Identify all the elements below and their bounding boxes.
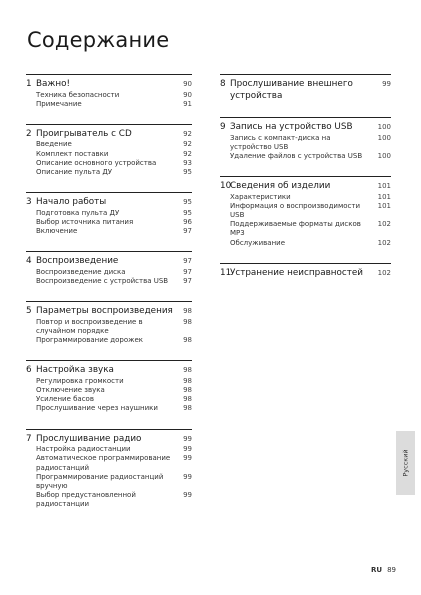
toc-section bbox=[26, 429, 192, 510]
entry-page-number: 95 bbox=[183, 168, 192, 177]
toc-section bbox=[26, 74, 192, 109]
toc-section bbox=[26, 124, 192, 177]
entry-page-number: 98 bbox=[183, 317, 192, 326]
entry-page-number: 96 bbox=[183, 217, 192, 226]
entry-title: Выбор предустановленной радиостанции bbox=[36, 491, 136, 509]
section-number: 10 bbox=[220, 181, 232, 192]
entry-page-number: 97 bbox=[183, 227, 192, 236]
entry-page-number: 98 bbox=[183, 376, 192, 385]
section-page-number: 98 bbox=[183, 366, 192, 375]
toc-section bbox=[220, 176, 391, 248]
section-number: 7 bbox=[26, 433, 32, 444]
page-footer bbox=[371, 566, 396, 574]
toc-entry[interactable] bbox=[26, 218, 192, 227]
section-heading[interactable] bbox=[26, 434, 192, 446]
toc-entry[interactable] bbox=[26, 445, 192, 454]
toc-entry[interactable] bbox=[26, 318, 192, 336]
toc-entry[interactable] bbox=[26, 454, 192, 472]
entry-page-number: 101 bbox=[377, 192, 391, 201]
entry-page-number: 102 bbox=[377, 220, 391, 229]
section-title: Важно! bbox=[36, 79, 71, 89]
entry-page-number: 98 bbox=[183, 336, 192, 345]
section-heading[interactable] bbox=[26, 79, 192, 91]
toc-entry[interactable] bbox=[26, 159, 192, 168]
entry-title: Воспроизведение с устройства USB bbox=[36, 277, 169, 286]
section-heading[interactable] bbox=[26, 256, 192, 268]
entry-title: Включение bbox=[36, 227, 78, 236]
page-title: Содержание bbox=[27, 28, 170, 52]
entry-title: Отключение звука bbox=[36, 386, 105, 395]
entry-title: Информация о воспроизводимости USB bbox=[230, 201, 361, 220]
section-number: 11 bbox=[220, 267, 232, 278]
section-number: 5 bbox=[26, 306, 32, 317]
section-title: Устранение неисправностей bbox=[230, 267, 363, 278]
toc-entry[interactable] bbox=[26, 168, 192, 177]
section-page-number: 98 bbox=[183, 307, 192, 316]
entry-title: Характеристики bbox=[230, 192, 291, 201]
entry-title: Описание пульта ДУ bbox=[36, 168, 113, 177]
entry-title: Настройка радиостанции bbox=[36, 445, 131, 454]
entry-title: Воспроизведение диска bbox=[36, 267, 126, 276]
section-heading[interactable] bbox=[26, 306, 192, 318]
toc-entry[interactable] bbox=[26, 277, 192, 286]
entry-page-number: 98 bbox=[183, 386, 192, 395]
section-number: 9 bbox=[220, 122, 226, 132]
toc-entry[interactable] bbox=[26, 473, 192, 491]
section-page-number: 90 bbox=[183, 80, 192, 88]
toc-entry[interactable] bbox=[26, 386, 192, 395]
section-page-number: 99 bbox=[382, 80, 391, 88]
toc-entry[interactable] bbox=[26, 150, 192, 159]
section-heading[interactable] bbox=[220, 122, 391, 134]
toc-entry[interactable] bbox=[26, 491, 192, 509]
entry-page-number: 92 bbox=[183, 149, 192, 158]
entry-page-number: 95 bbox=[183, 208, 192, 217]
section-title: Параметры воспроизведения bbox=[36, 306, 173, 317]
section-title: Сведения об изделии bbox=[230, 181, 331, 192]
toc-entry[interactable] bbox=[26, 377, 192, 386]
toc-section bbox=[220, 263, 391, 280]
toc-entry[interactable] bbox=[220, 202, 391, 220]
entry-page-number: 99 bbox=[183, 454, 192, 463]
entry-title: Повтор и воспроизведение в случайном порядке bbox=[36, 317, 143, 335]
entry-title: Обслуживание bbox=[230, 238, 285, 247]
entry-page-number: 100 bbox=[377, 133, 391, 142]
toc-entry[interactable] bbox=[26, 140, 192, 149]
entry-title: Введение bbox=[36, 140, 72, 149]
entry-page-number: 98 bbox=[183, 404, 192, 413]
toc-entry[interactable] bbox=[220, 134, 391, 152]
footer-page-number: 89 bbox=[387, 566, 396, 574]
toc-entry[interactable] bbox=[26, 404, 192, 413]
section-title: Настройка звука bbox=[36, 365, 114, 376]
section-title: Воспроизведение bbox=[36, 256, 119, 267]
entry-page-number: 98 bbox=[183, 395, 192, 404]
entry-title: Прослушивание через наушники bbox=[36, 404, 158, 413]
entry-title: Комплект поставки bbox=[36, 149, 109, 158]
section-heading[interactable] bbox=[26, 129, 192, 141]
entry-title: Программирование радиостанций вручную bbox=[36, 472, 164, 490]
toc-right-column bbox=[220, 74, 391, 294]
section-page-number: 101 bbox=[377, 182, 391, 191]
section-number: 3 bbox=[26, 197, 32, 208]
section-heading[interactable] bbox=[26, 197, 192, 209]
section-number: 6 bbox=[26, 365, 32, 376]
entry-title: Выбор источника питания bbox=[36, 217, 134, 226]
toc-section bbox=[26, 251, 192, 286]
section-heading[interactable] bbox=[26, 365, 192, 377]
entry-page-number: 101 bbox=[377, 201, 391, 210]
entry-title: Автоматическое программирование радиостанций bbox=[36, 454, 171, 472]
section-page-number: 102 bbox=[377, 268, 391, 277]
entry-page-number: 99 bbox=[183, 491, 192, 500]
toc-entry[interactable] bbox=[26, 91, 192, 100]
section-page-number: 95 bbox=[183, 198, 192, 207]
entry-title: Техника безопасности bbox=[36, 90, 120, 99]
section-page-number: 99 bbox=[183, 434, 192, 443]
section-heading[interactable] bbox=[220, 181, 391, 193]
section-page-number: 97 bbox=[183, 257, 192, 266]
entry-page-number: 99 bbox=[183, 445, 192, 454]
section-number: 1 bbox=[26, 79, 32, 89]
footer-language: RU bbox=[371, 566, 383, 574]
entry-page-number: 93 bbox=[183, 158, 192, 167]
section-heading[interactable] bbox=[220, 268, 391, 280]
entry-title: Усиление басов bbox=[36, 395, 94, 404]
entry-page-number: 99 bbox=[183, 472, 192, 481]
toc-entry[interactable] bbox=[26, 395, 192, 404]
entry-title: Примечание bbox=[36, 99, 82, 108]
toc-entry[interactable] bbox=[26, 100, 192, 109]
entry-title: Регулировка громкости bbox=[36, 376, 124, 385]
entry-page-number: 90 bbox=[183, 90, 192, 99]
toc-entry[interactable] bbox=[26, 336, 192, 345]
toc-left-column bbox=[26, 74, 192, 525]
section-title: Прослушивание радио bbox=[36, 433, 142, 444]
entry-title: Поддерживаемые форматы дисков MP3 bbox=[230, 220, 361, 238]
section-heading[interactable] bbox=[220, 79, 391, 102]
language-tab-label: Русский bbox=[401, 449, 410, 477]
toc-section bbox=[220, 74, 391, 102]
entry-page-number: 97 bbox=[183, 267, 192, 276]
section-title: Проигрыватель с CD bbox=[36, 128, 132, 139]
toc-section bbox=[26, 192, 192, 236]
entry-title: Программирование дорожек bbox=[36, 336, 143, 345]
toc-section bbox=[26, 360, 192, 413]
entry-page-number: 92 bbox=[183, 140, 192, 149]
entry-page-number: 102 bbox=[377, 238, 391, 247]
toc-entry[interactable] bbox=[220, 193, 391, 202]
language-side-tab bbox=[396, 431, 415, 495]
entry-title: Удаление файлов с устройства USB bbox=[230, 151, 363, 160]
section-number: 2 bbox=[26, 128, 32, 139]
section-number: 8 bbox=[220, 79, 226, 89]
toc-section bbox=[26, 301, 192, 345]
section-page-number: 100 bbox=[377, 123, 391, 131]
entry-page-number: 97 bbox=[183, 277, 192, 286]
toc-entry[interactable] bbox=[26, 268, 192, 277]
section-title: Прослушивание внешнего устройства bbox=[230, 79, 353, 101]
section-page-number: 92 bbox=[183, 129, 192, 138]
section-title: Начало работы bbox=[36, 197, 107, 208]
toc-entry[interactable] bbox=[220, 220, 391, 238]
toc-entry[interactable] bbox=[26, 209, 192, 218]
toc-entry[interactable] bbox=[220, 152, 391, 161]
section-number: 4 bbox=[26, 256, 32, 267]
toc-entry[interactable] bbox=[220, 239, 391, 248]
section-title: Запись на устройство USB bbox=[230, 122, 353, 132]
entry-title: Описание основного устройства bbox=[36, 158, 157, 167]
toc-entry[interactable] bbox=[26, 227, 192, 236]
entry-page-number: 100 bbox=[377, 151, 391, 160]
entry-title: Запись с компакт-диска на устройство USB bbox=[230, 133, 331, 151]
toc-section bbox=[220, 117, 391, 161]
entry-title: Подготовка пульта ДУ bbox=[36, 208, 120, 217]
entry-page-number: 91 bbox=[183, 99, 192, 108]
